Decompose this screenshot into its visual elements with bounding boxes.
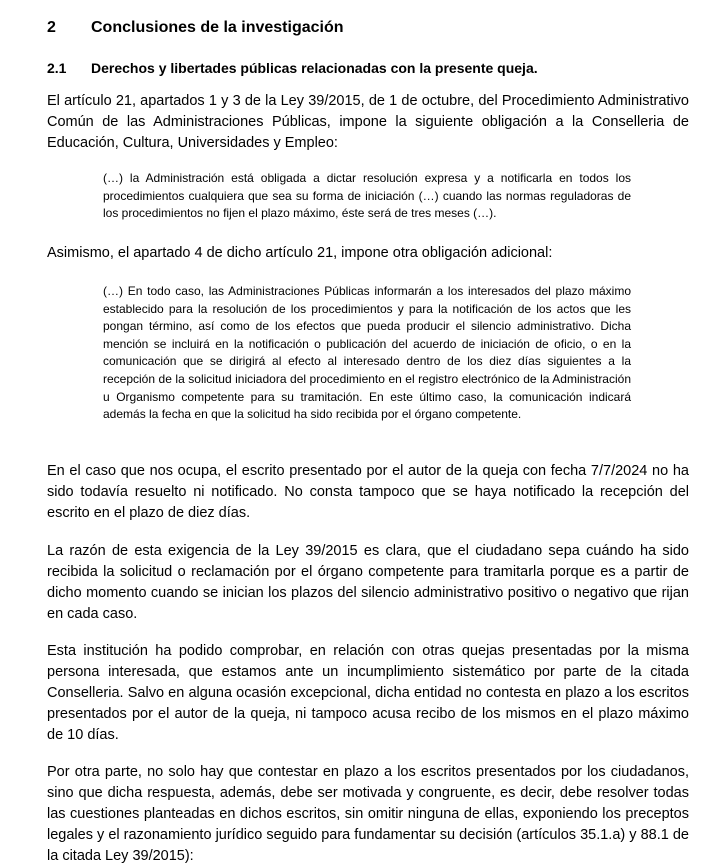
subsection-title: Derechos y libertades públicas relacionadas con la presente queja. bbox=[91, 60, 538, 76]
paragraph-3: En el caso que nos ocupa, el escrito presentado por el autor de la queja con fecha 7/7/2024 no ha sido todavía resuelto ni notificado. No consta tampoco que se haya notificado la recepción del escrito en el plazo de diez días. bbox=[47, 463, 689, 521]
paragraph-4: La razón de esta exigencia de la Ley 39/2015 es clara, que el ciudadano sepa cuándo ha sido recibida la solicitud o reclamación por el órgano competente para tramitarla porque es a partir de dicho momento cuando se inician los plazos del silencio administrativo positivo o negativo que rijan en cada caso. bbox=[47, 543, 689, 622]
quote-1: (…) la Administración está obligada a dictar resolución expresa y a notificarla en todos los procedimientos cualquiera que sea su forma de iniciación (…) cuando las normas reguladoras de los procedimientos no fijen el plazo máximo, éste será de tres meses (…). bbox=[103, 171, 631, 221]
section-title: Conclusiones de la investigación bbox=[91, 19, 344, 36]
section-number: 2 bbox=[47, 19, 56, 36]
paragraph-5: Esta institución ha podido comprobar, en relación con otras quejas presentadas por la misma persona interesada, que estamos ante un incumplimiento sistemático por parte de la citada Conselleria. Salvo en alguna ocasión excepcional, dicha entidad no contesta en plazo a los escritos presentados por el autor de la queja, ni tampoco acusa recibo de los mismos en el plazo máximo de 10 días. bbox=[47, 643, 689, 743]
paragraph-6: Por otra parte, no solo hay que contestar en plazo a los escritos presentados por los ciudadanos, sino que dicha respuesta, además, debe ser motivada y congruente, es decir, debe resolver todas las cuestiones planteadas en dichos escritos, sin omitir ninguna de ellas, exponiendo los preceptos legales y el razonamiento jurídico seguido para fundamentar su decisión (artículos 35.1.a) y 88.1 de la citada Ley 39/2015): bbox=[47, 764, 689, 864]
quote-2: (…) En todo caso, las Administraciones Públicas informarán a los interesados del plazo máximo establecido para la resolución de los procedimientos y para la notificación de los actos que les pongan término, así como de los efectos que pueda producir el silencio administrativo. Dicha mención se incluirá en la notificación o publicación del acuerdo de iniciación de oficio, o en la comunicación que se dirigirá al efecto al interesado dentro de los diez días siguientes a la recepción de la solicitud iniciadora del procedimiento en el registro electrónico de la Administración u Organismo competente para su tramitación. En este último caso, la comunicación indicará además la fecha en que la solicitud ha sido recibida por el órgano competente. bbox=[103, 284, 631, 422]
subsection-number: 2.1 bbox=[47, 60, 67, 76]
paragraph-2: Asimismo, el apartado 4 de dicho artículo 21, impone otra obligación adicional: bbox=[47, 245, 553, 261]
paragraph-1: El artículo 21, apartados 1 y 3 de la Ley 39/2015, de 1 de octubre, del Procedimiento Administrativo Común de las Administraciones Públicas, impone la siguiente obligación a la Conselleria de Educación, Cultura, Universidades y Empleo: bbox=[47, 93, 689, 151]
